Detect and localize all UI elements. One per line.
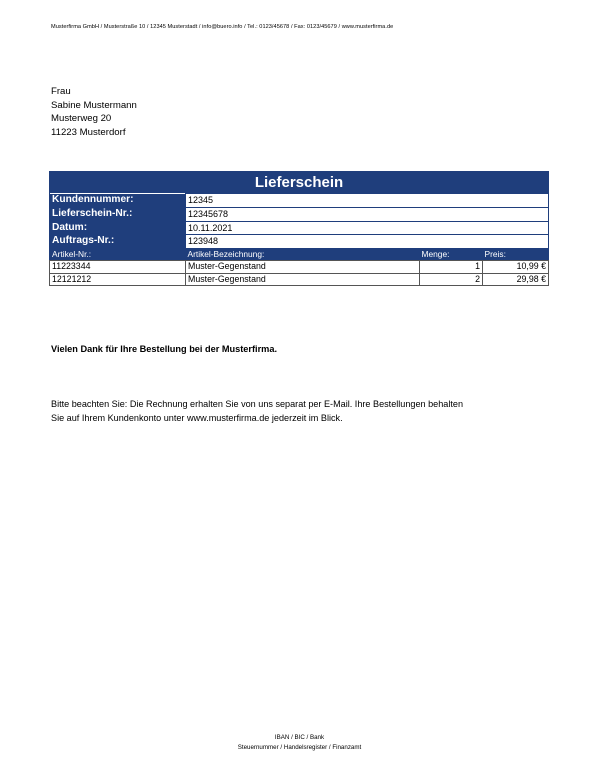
recipient-address bbox=[51, 85, 137, 139]
recipient-city: 11223 Musterdorf bbox=[51, 126, 126, 138]
delivery-note-table bbox=[49, 171, 549, 286]
delivery-note-number-value: 12345678 bbox=[186, 207, 549, 221]
document-title: Lieferschein bbox=[50, 172, 549, 194]
order-number-label: Auftrags-Nr.: bbox=[50, 235, 186, 249]
column-header-price: Preis: bbox=[483, 249, 549, 261]
item-quantity: 1 bbox=[420, 261, 483, 274]
column-header-article-no: Artikel-Nr.: bbox=[50, 249, 186, 261]
item-description: Muster-Gegenstand bbox=[186, 261, 420, 274]
order-number-value: 123948 bbox=[186, 235, 549, 249]
thank-you-text: Vielen Dank für Ihre Bestellung bei der Musterfirma. bbox=[51, 344, 278, 354]
table-row bbox=[50, 261, 549, 274]
customer-number-value: 12345 bbox=[186, 194, 549, 208]
customer-number-label: Kundennummer: bbox=[50, 194, 186, 208]
date-value: 10.11.2021 bbox=[186, 221, 549, 235]
item-price: 10,99 € bbox=[483, 261, 549, 274]
footer-bank-line: IBAN / BIC / Bank bbox=[274, 734, 325, 741]
column-header-quantity: Menge: bbox=[420, 249, 483, 261]
recipient-name: Sabine Mustermann bbox=[51, 99, 137, 111]
invoice-note bbox=[51, 398, 551, 425]
date-label: Datum: bbox=[50, 221, 186, 235]
recipient-salutation: Frau bbox=[51, 86, 71, 97]
page-footer bbox=[0, 733, 599, 753]
company-header-line: Musterfirma GmbH / Musterstraße 10 / 12345 Musterstadt / info@buero.info / Tel.: 0123/45678 / Fax: 0123/45679 / www.musterfirma.de bbox=[51, 24, 394, 30]
item-article-no: 11223344 bbox=[50, 261, 186, 274]
item-article-no: 12121212 bbox=[50, 273, 186, 286]
footer-tax-line: Steuernummer / Handelsregister / Finanzamt bbox=[237, 744, 362, 751]
invoice-note-line: Bitte beachten Sie: Die Rechnung erhalten Sie von uns separat per E-Mail. Ihre Bestellungen behalten bbox=[51, 399, 464, 409]
delivery-note-number-label: Lieferschein-Nr.: bbox=[50, 207, 186, 221]
item-price: 29,98 € bbox=[483, 273, 549, 286]
recipient-street: Musterweg 20 bbox=[51, 113, 112, 124]
column-header-description: Artikel-Bezeichnung: bbox=[186, 249, 420, 261]
item-description: Muster-Gegenstand bbox=[186, 273, 420, 286]
table-row bbox=[50, 273, 549, 286]
invoice-note-line: Sie auf Ihrem Kundenkonto unter www.musterfirma.de jederzeit im Blick. bbox=[51, 412, 343, 423]
item-quantity: 2 bbox=[420, 273, 483, 286]
